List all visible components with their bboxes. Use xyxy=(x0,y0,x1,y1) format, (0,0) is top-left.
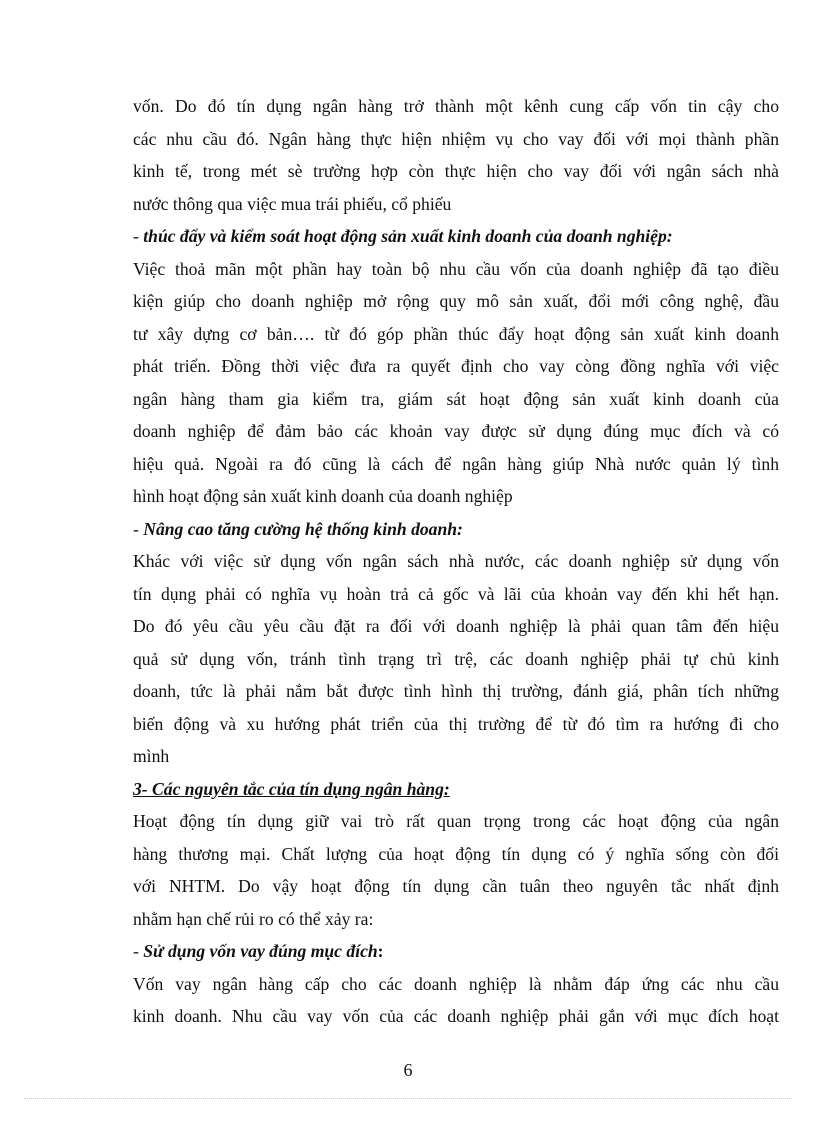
document-page xyxy=(133,90,779,1033)
paragraph-line: kiện giúp cho doanh nghiệp mở rộng quy mô sản xuất, đổi mới công nghệ, đầu xyxy=(133,291,779,311)
heading-text: Nâng cao tăng cường hệ thống kinh doanh: xyxy=(143,518,463,539)
paragraph-line: Vốn vay ngân hàng cấp cho các doanh nghiệp là nhằm đáp ứng các nhu cầu xyxy=(133,973,779,994)
section-heading-2 xyxy=(133,513,779,546)
paragraph-line: quả sử dụng vốn, tránh tình trạng trì trệ, các doanh nghiệp phải tự chủ kinh xyxy=(133,648,779,669)
paragraph-line: vốn. Do đó tín dụng ngân hàng trở thành một kênh cung cấp vốn tin cậy cho xyxy=(133,96,779,116)
heading-text: 3- Các nguyên tắc của tín dụng ngân hàng: xyxy=(133,778,450,799)
paragraph-line: ngân hàng tham gia kiểm tra, giám sát hoạt động sản xuất kinh doanh của xyxy=(133,388,779,409)
section-heading-3 xyxy=(133,773,779,806)
paragraph-line: kinh tế, trong mét sè trường hợp còn thực hiện cho vay đối với ngân sách nhà xyxy=(133,161,779,181)
heading-prefix: - xyxy=(133,226,144,246)
paragraph-line: mình xyxy=(133,746,170,766)
paragraph-line: nước thông qua việc mua trái phiếu, cổ phiếu xyxy=(133,193,452,214)
heading-suffix: : xyxy=(377,941,384,961)
paragraph-line: Hoạt động tín dụng giữ vai trò rất quan trọng trong các hoạt động của ngân xyxy=(133,811,779,831)
paragraph-line: các nhu cầu đó. Ngân hàng thực hiện nhiệm vụ cho vay đối với mọi thành phần xyxy=(133,128,779,149)
paragraph-line: doanh nghiệp để đảm bảo các khoản vay được sử dụng đúng mục đích và có xyxy=(133,421,779,441)
paragraph-line: nhằm hạn chế rủi ro có thể xảy ra: xyxy=(133,908,374,929)
paragraph-line: Việc thoả mãn một phần hay toàn bộ nhu cầu vốn của doanh nghiệp đã tạo điều xyxy=(133,258,779,279)
paragraph-line: hiệu quả. Ngoài ra đó cũng là cách để ngân hàng giúp Nhà nước quản lý tình xyxy=(133,453,779,474)
paragraph-line: doanh, tức là phải nắm bắt được tình hình thị trường, đánh giá, phân tích những xyxy=(133,681,779,701)
page-bottom-divider xyxy=(24,1098,792,1099)
paragraph-line: hàng thương mại. Chất lượng của hoạt động tín dụng có ý nghĩa sống còn đối xyxy=(133,843,779,864)
heading-prefix: - xyxy=(133,518,144,539)
paragraph-line: biến động và xu hướng phát triển của thị trường để từ đó tìm ra hướng đi cho xyxy=(133,713,779,734)
heading-text: thúc đẩy và kiểm soát hoạt động sản xuất kinh doanh của doanh nghiệp: xyxy=(143,226,673,246)
paragraph-line: với NHTM. Do vậy hoạt động tín dụng cần tuân theo nguyên tắc nhất định xyxy=(133,876,779,896)
paragraph-line: phát triển. Đồng thời việc đưa ra quyết định cho vay còng đồng nghĩa với việc xyxy=(133,356,779,376)
heading-prefix: - xyxy=(133,941,144,961)
section-heading-1 xyxy=(133,220,779,253)
heading-text: Sử dụng vốn vay đúng mục đích xyxy=(143,941,378,961)
paragraph-line: hình hoạt động sản xuất kinh doanh của doanh nghiệp xyxy=(133,486,513,506)
paragraph-line: Do đó yêu cầu yêu cầu đặt ra đối với doanh nghiệp là phải quan tâm đến hiệu xyxy=(133,616,779,636)
paragraph-line: tín dụng phải có nghĩa vụ hoàn trả cả gốc và lãi của khoản vay đến khi hết hạn. xyxy=(133,583,779,604)
paragraph-line: Khác với việc sử dụng vốn ngân sách nhà nước, các doanh nghiệp sử dụng vốn xyxy=(133,551,779,571)
section-heading-4 xyxy=(133,935,779,968)
paragraph-line: tư xây dựng cơ bản…. từ đó góp phần thúc đẩy hoạt động sản xuất kinh doanh xyxy=(133,323,779,344)
page-number: 6 xyxy=(403,1060,413,1080)
paragraph-line: kinh doanh. Nhu cầu vay vốn của các doanh nghiệp phải gắn với mục đích hoạt xyxy=(133,1006,779,1026)
